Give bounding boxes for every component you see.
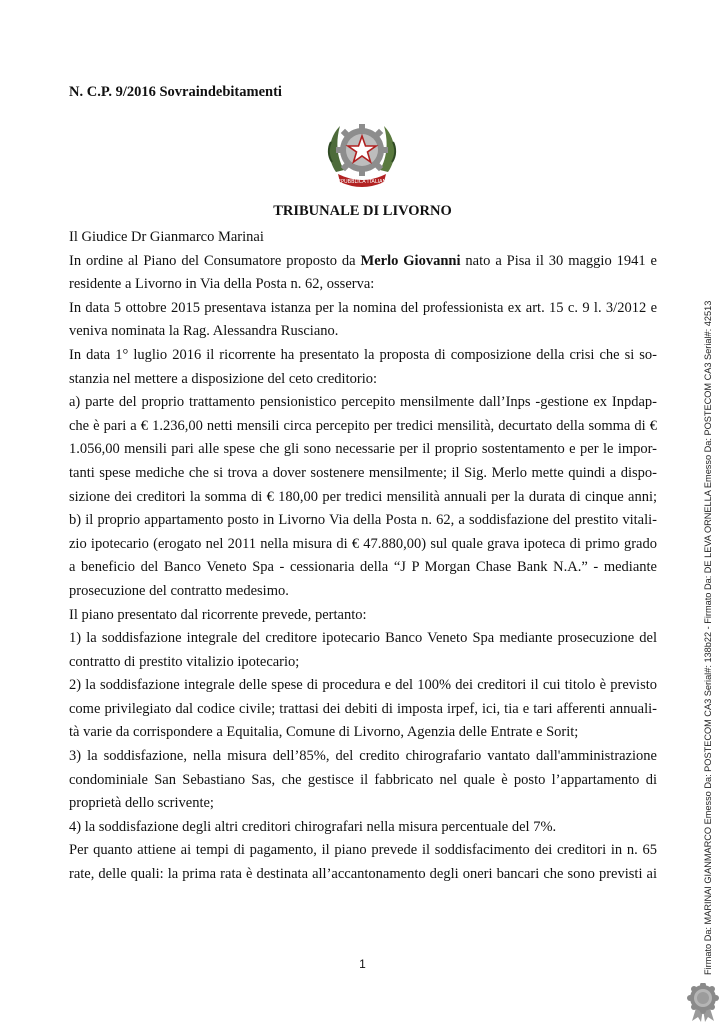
text-line: prosecuzione del contratto medesimo. <box>69 582 289 599</box>
text-line: 4) la soddisfazione degli altri creditori chirografari nella misura percentuale del 7%. <box>69 818 557 835</box>
emblem-ribbon-text: REPUBBLICA ITALIANA <box>334 179 390 185</box>
text-line: a) parte del proprio trattamento pensionistico percepito mensilmente dall’Inps -gestione ex Inpdap- <box>69 394 657 411</box>
digital-signature-strip <box>697 300 725 975</box>
text-line: proprietà dello scrivente; <box>69 795 214 812</box>
body-text <box>69 226 657 887</box>
text-line: In data 1° luglio 2016 il ricorrente ha presentato la proposta di composizione della crisi che si so- <box>69 346 657 363</box>
page-number: 1 <box>359 957 366 971</box>
text-line: veniva nominata la Rag. Alessandra Rusciano. <box>69 323 339 340</box>
text-line: Il Giudice Dr Gianmarco Marinai <box>69 229 264 245</box>
text-line: b) il proprio appartamento posto in Livorno Via della Posta n. 62, a soddisfazione del prestito vitali- <box>69 512 657 529</box>
text-line: tanti spese mediche che si trova a dover sostenere mensilmente; il Sig. Merlo mette quindi a dispo- <box>69 464 657 481</box>
text-line: come privilegiato dal codice civile; trattasi dei debiti di imposta irpef, ici, tia e tari afferenti annuali- <box>69 700 657 717</box>
text-line: In data 5 ottobre 2015 presentava istanza per la nomina del professionista ex art. 15 c. 9 l. 3/2012 e <box>69 299 657 316</box>
text-line: residente a Livorno in Via della Posta n. 62, osserva: <box>69 276 375 293</box>
digital-signature-text: Firmato Da: MARINAI GIANMARCO Emesso Da: POSTECOM CA3 Serial#: 138b22 - Firmato Da: DE LEVA ORNELLA Emesso Da: POSTECOM CA3 Serial#: 42513 <box>703 300 713 975</box>
italian-republic-emblem-icon <box>322 112 402 192</box>
text-segment: In ordine al Piano del Consumatore proposto da <box>69 252 361 269</box>
party-name: Merlo Giovanni <box>360 252 461 269</box>
text-line: Per quanto attiene ai tempi di pagamento, il piano prevede il soddisfacimento dei creditori in n. 65 <box>69 842 657 859</box>
text-line: condominiale San Sebastiano Sas, che gestisce il fabbricato nel quale è posto l’appartamento di <box>69 771 657 788</box>
text-line: rate, delle quali: la prima rata è destinata all’accantonamento degli oneri bancari che sono previsti ai <box>69 866 657 883</box>
text-line: a beneficio del Banco Veneto Spa - cessionaria della “J P Morgan Chase Bank N.A.” - mediante <box>69 559 657 576</box>
text-line: che è pari a € 1.236,00 netti mensili circa percepito per tredici mensilità, decurtato della somma di € <box>69 417 657 434</box>
text-line: sizione dei creditori la somma di € 180,00 per tredici mensilità annuali per la durata di cinque anni; <box>69 488 657 505</box>
text-line: zio ipotecario (erogato nel 2011 nella misura di € 47.880,00) sul quale grava ipoteca di primo grado <box>69 535 657 552</box>
text-line: 2) la soddisfazione integrale delle spese di procedura e del 100% dei creditori il cui titolo è previsto <box>69 677 657 694</box>
text-line: Il piano presentato dal ricorrente prevede, pertanto: <box>69 606 367 623</box>
text-line: stanzia nel mettere a disposizione del ceto creditorio: <box>69 370 378 387</box>
text-line: tà varie da corrispondere a Equitalia, Comune di Livorno, Agenzia delle Entrate e Sorit; <box>69 724 579 741</box>
certification-seal-icon <box>686 983 720 1023</box>
text-line: 1.056,00 mensili pari alle spese che gli sono necessarie per il proprio sostentamento e per le impor- <box>69 441 657 458</box>
text-segment: nato a Pisa il 30 maggio 1941 e <box>460 252 657 269</box>
text-line: contratto di prestito vitalizio ipotecario; <box>69 653 300 670</box>
court-title: TRIBUNALE DI LIVORNO <box>273 203 452 219</box>
text-line: 1) la soddisfazione integrale del creditore ipotecario Banco Veneto Spa mediante prosecuzione del <box>69 630 657 647</box>
text-line <box>69 250 657 274</box>
case-number: N. C.P. 9/2016 Sovraindebitamenti <box>69 84 282 100</box>
text-line: 3) la soddisfazione, nella misura dell’85%, del credito chirografario vantato dall'amministrazione <box>69 748 657 765</box>
